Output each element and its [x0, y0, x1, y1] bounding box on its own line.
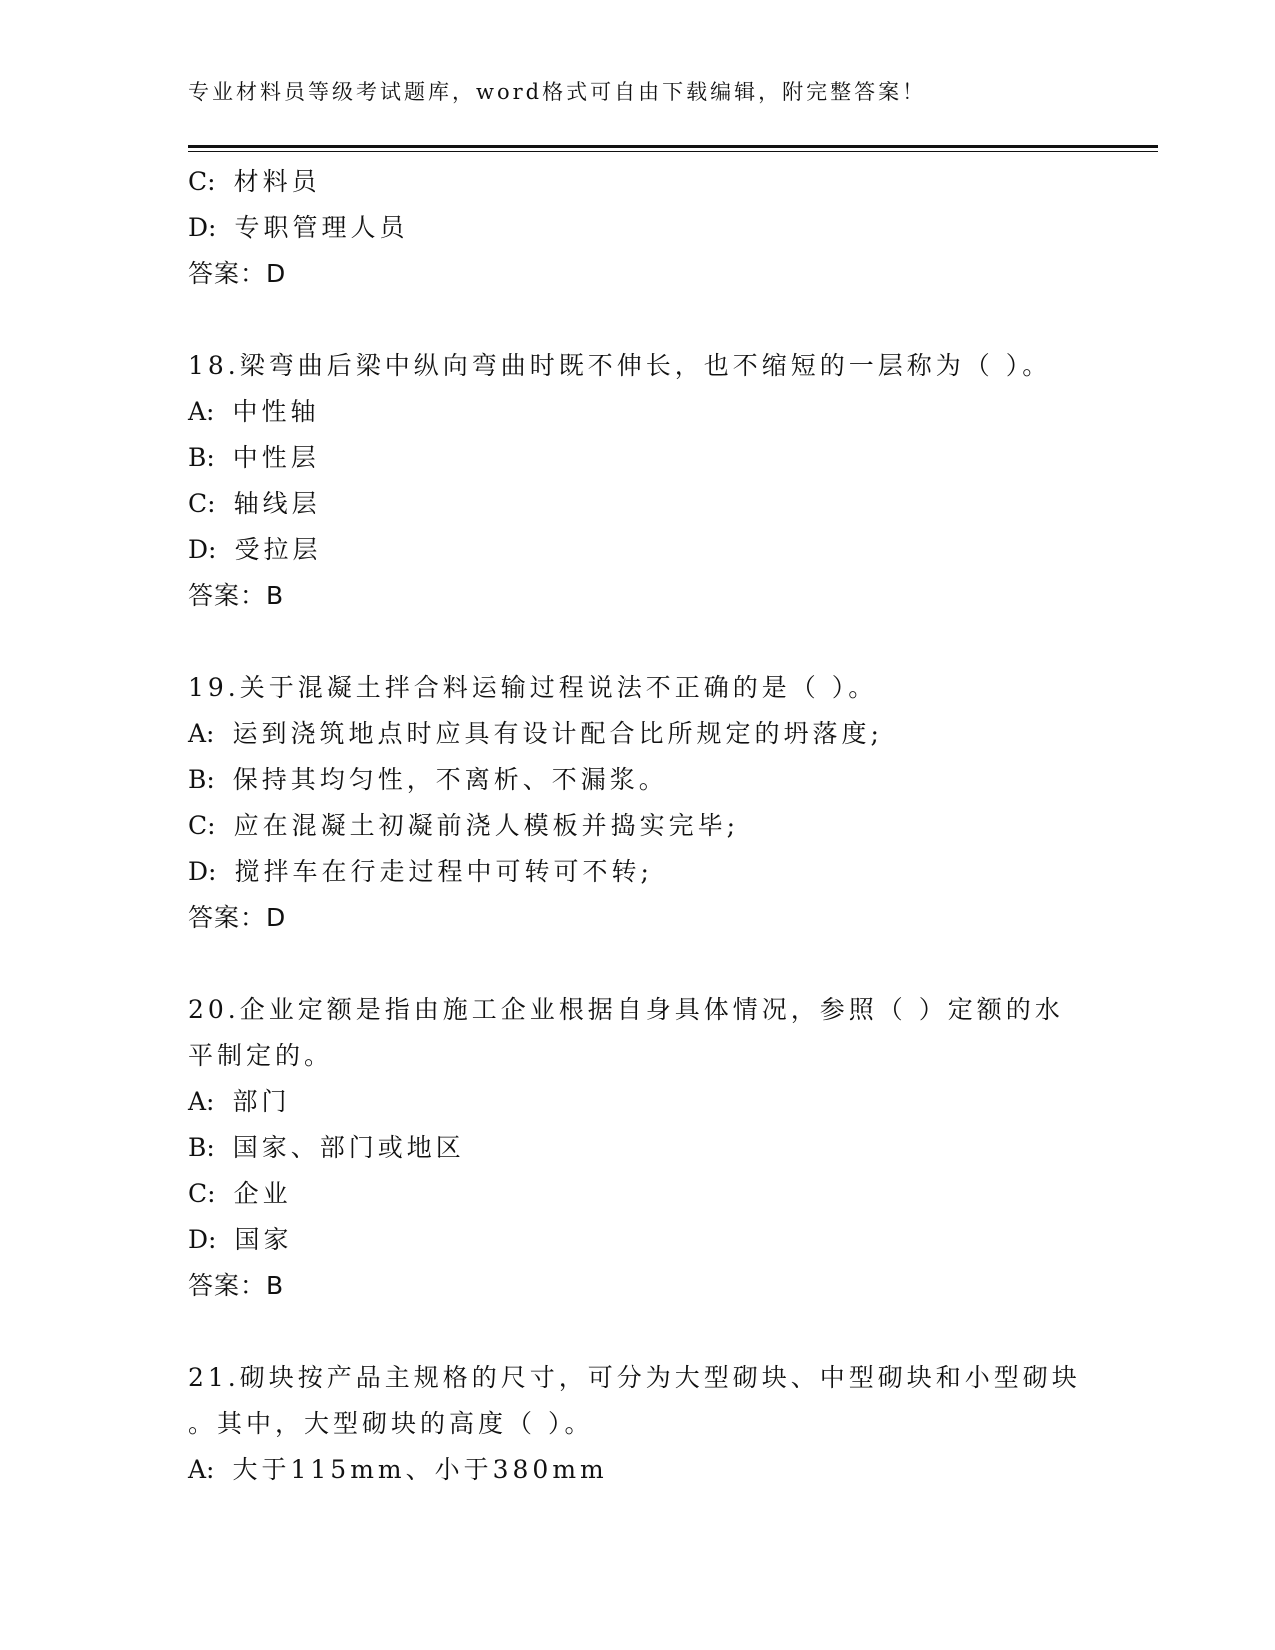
option-a	[188, 1447, 1088, 1493]
option-text: 国家	[234, 1225, 293, 1254]
option-text: 中性层	[232, 443, 320, 472]
option-a	[188, 1079, 1088, 1125]
option-d	[188, 1217, 1088, 1263]
question-stem-continued: 平制定的。	[188, 1041, 334, 1070]
option-letter: D:	[188, 857, 217, 886]
header-rule-thin	[188, 151, 1158, 152]
option-letter: A:	[188, 719, 215, 748]
option-text: 大于115mm、小于380mm	[232, 1455, 608, 1484]
option-c	[188, 159, 1088, 205]
option-text: 中性轴	[232, 397, 320, 426]
option-letter: D:	[188, 535, 217, 564]
option-text: 运到浇筑地点时应具有设计配合比所规定的坍落度;	[232, 719, 883, 748]
option-letter: A:	[188, 1455, 215, 1484]
option-a	[188, 711, 1088, 757]
option-a	[188, 389, 1088, 435]
option-text: 专职管理人员	[234, 213, 409, 242]
option-text: 应在混凝土初凝前浇人模板并捣实完毕;	[233, 811, 739, 840]
answer-line: 答案：D	[188, 903, 287, 932]
question-stem: 20.企业定额是指由施工企业根据自身具体情况，参照（ ）定额的水	[188, 995, 1064, 1024]
option-letter: C:	[188, 811, 216, 840]
option-c	[188, 803, 1088, 849]
option-text: 材料员	[233, 167, 321, 196]
option-text: 受拉层	[234, 535, 322, 564]
option-letter: A:	[188, 397, 215, 426]
answer-line: 答案：B	[188, 1271, 285, 1300]
document-header: 专业材料员等级考试题库，word格式可自由下载编辑，附完整答案！	[188, 80, 927, 104]
question-stem: 18.梁弯曲后梁中纵向弯曲时既不伸长，也不缩短的一层称为（ ）。	[188, 351, 1052, 380]
option-text: 轴线层	[233, 489, 321, 518]
option-b	[188, 757, 1088, 803]
option-letter: A:	[188, 1087, 215, 1116]
option-d	[188, 205, 1088, 251]
option-b	[188, 1125, 1088, 1171]
option-text: 部门	[232, 1087, 291, 1116]
option-letter: B:	[188, 765, 215, 794]
option-d	[188, 849, 1088, 895]
option-text: 企业	[233, 1179, 292, 1208]
option-c	[188, 1171, 1088, 1217]
question-content	[188, 159, 1088, 1493]
answer-line: 答案：B	[188, 581, 285, 610]
option-letter: C:	[188, 167, 216, 196]
option-letter: D:	[188, 213, 217, 242]
question-stem: 19.关于混凝土拌合料运输过程说法不正确的是（ ）。	[188, 673, 878, 702]
option-d	[188, 527, 1088, 573]
question-stem: 21.砌块按产品主规格的尺寸，可分为大型砌块、中型砌块和小型砌块	[188, 1363, 1081, 1392]
option-letter: C:	[188, 1179, 216, 1208]
option-text: 国家、部门或地区	[232, 1133, 465, 1162]
header-rule-thick	[188, 145, 1158, 148]
question-stem-continued: 。其中，大型砌块的高度（ ）。	[188, 1409, 594, 1438]
option-letter: B:	[188, 1133, 215, 1162]
option-b	[188, 435, 1088, 481]
option-text: 搅拌车在行走过程中可转可不转;	[234, 857, 653, 886]
answer-line: 答案：D	[188, 259, 287, 288]
option-letter: C:	[188, 489, 216, 518]
option-letter: D:	[188, 1225, 217, 1254]
option-text: 保持其均匀性，不离析、不漏浆。	[232, 765, 668, 794]
option-c	[188, 481, 1088, 527]
option-letter: B:	[188, 443, 215, 472]
